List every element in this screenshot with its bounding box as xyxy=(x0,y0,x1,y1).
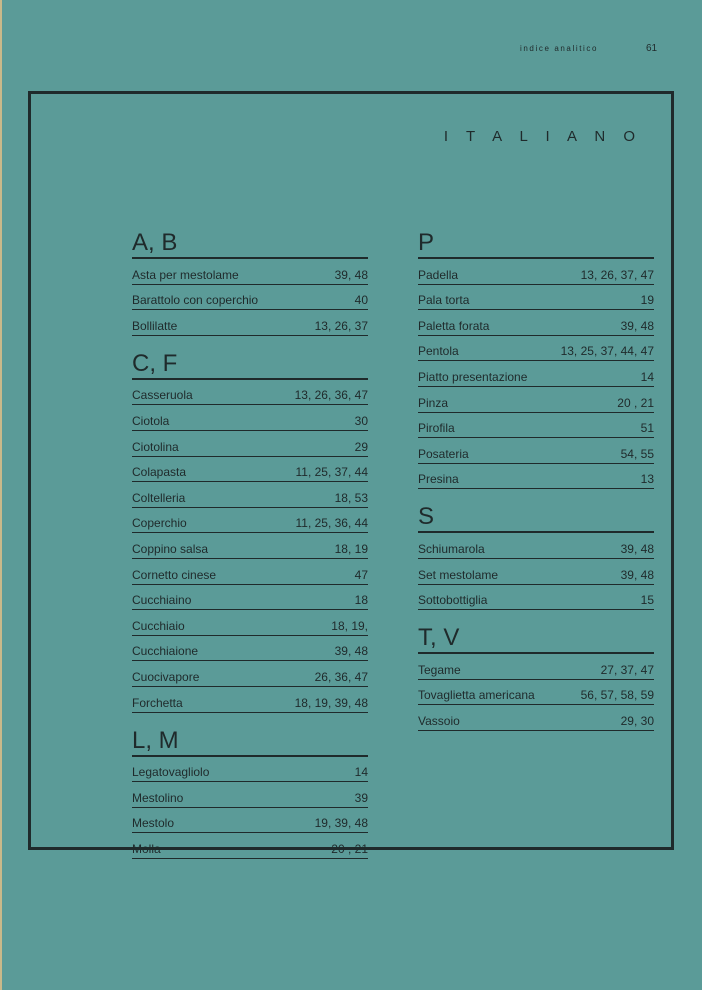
entry-term: Molla xyxy=(132,841,161,856)
entry-term: Cucchiaino xyxy=(132,593,192,608)
entry-pages: 19 xyxy=(640,293,654,308)
entry-term: Pala torta xyxy=(418,293,470,308)
entry-term: Legatovagliolo xyxy=(132,765,210,780)
index-entry xyxy=(418,288,654,310)
index-entry xyxy=(132,691,368,713)
entry-pages: 39, 48 xyxy=(334,644,368,659)
entry-term: Coppino salsa xyxy=(132,541,209,556)
index-entry xyxy=(132,563,368,585)
entry-pages: 14 xyxy=(640,369,654,384)
section-letter-heading: T, V xyxy=(418,624,654,654)
entry-term: Bollilatte xyxy=(132,318,178,333)
index-entry xyxy=(132,409,368,431)
index-column-right xyxy=(418,229,654,731)
index-entry xyxy=(418,467,654,489)
entry-pages: 56, 57, 58, 59 xyxy=(580,688,654,703)
index-entry xyxy=(418,709,654,731)
index-entry xyxy=(132,665,368,687)
entry-pages: 47 xyxy=(354,567,368,582)
entry-pages: 18, 19, xyxy=(331,618,368,633)
entry-pages: 15 xyxy=(640,593,654,608)
entry-term: Sottobottiglia xyxy=(418,593,488,608)
index-entry xyxy=(418,563,654,585)
entry-term: Mestolino xyxy=(132,790,184,805)
index-section xyxy=(132,350,368,713)
entry-term: Piatto presentazione xyxy=(418,369,528,384)
entry-pages: 26, 36, 47 xyxy=(314,669,368,684)
entry-term: Forchetta xyxy=(132,695,183,710)
entry-pages: 13, 26, 37 xyxy=(314,318,368,333)
entry-pages: 39, 48 xyxy=(334,267,368,282)
entry-term: Ciotolina xyxy=(132,439,179,454)
entry-pages: 39, 48 xyxy=(620,541,654,556)
entry-pages: 18, 53 xyxy=(334,490,368,505)
entry-term: Asta per mestolame xyxy=(132,267,239,282)
index-entry xyxy=(132,435,368,457)
entry-pages: 14 xyxy=(354,765,368,780)
entry-pages: 29 xyxy=(354,439,368,454)
entry-term: Pentola xyxy=(418,344,459,359)
index-entry xyxy=(418,416,654,438)
entry-pages: 39 xyxy=(354,790,368,805)
language-heading: I T A L I A N O xyxy=(443,128,642,145)
index-entry xyxy=(132,588,368,610)
entry-pages: 18, 19, 39, 48 xyxy=(294,695,368,710)
entry-term: Cucchiaione xyxy=(132,644,199,659)
entry-pages: 27, 37, 47 xyxy=(600,662,654,677)
index-section xyxy=(418,503,654,610)
section-letter-heading: L, M xyxy=(132,727,368,757)
index-column-left xyxy=(132,229,368,859)
index-entry xyxy=(418,263,654,285)
entry-pages: 20 , 21 xyxy=(617,395,654,410)
index-section xyxy=(418,229,654,489)
index-entry xyxy=(132,811,368,833)
index-entry xyxy=(132,460,368,482)
index-entry xyxy=(132,537,368,559)
entry-pages: 13, 26, 36, 47 xyxy=(294,388,368,403)
entry-pages: 54, 55 xyxy=(620,446,654,461)
entry-term: Casseruola xyxy=(132,388,193,403)
entry-term: Posateria xyxy=(418,446,469,461)
entry-term: Schiumarola xyxy=(418,541,485,556)
page-edge xyxy=(0,0,2,990)
entry-pages: 13, 25, 37, 44, 47 xyxy=(560,344,654,359)
entry-pages: 40 xyxy=(354,293,368,308)
entry-pages: 11, 25, 37, 44 xyxy=(295,465,368,480)
entry-pages: 30 xyxy=(354,413,368,428)
entry-pages: 39, 48 xyxy=(620,318,654,333)
entry-term: Ciotola xyxy=(132,413,170,428)
index-entry xyxy=(418,391,654,413)
entry-term: Pinza xyxy=(418,395,449,410)
index-section xyxy=(418,624,654,731)
entry-pages: 11, 25, 36, 44 xyxy=(295,516,368,531)
entry-pages: 29, 30 xyxy=(620,713,654,728)
page-number: 61 xyxy=(646,43,658,54)
running-header: indice analitico xyxy=(520,44,599,53)
entry-term: Coperchio xyxy=(132,516,187,531)
entry-term: Cornetto cinese xyxy=(132,567,217,582)
index-entry xyxy=(132,786,368,808)
entry-pages: 13 xyxy=(640,472,654,487)
index-entry xyxy=(132,760,368,782)
entry-term: Pirofila xyxy=(418,421,455,436)
index-entry xyxy=(418,537,654,559)
index-entry xyxy=(132,314,368,336)
section-letter-heading: A, B xyxy=(132,229,368,259)
entry-pages: 18 xyxy=(354,593,368,608)
index-entry xyxy=(132,614,368,636)
entry-term: Tegame xyxy=(418,662,461,677)
index-entry xyxy=(418,683,654,705)
index-entry xyxy=(418,442,654,464)
section-letter-heading: C, F xyxy=(132,350,368,380)
index-section xyxy=(132,229,368,336)
entry-term: Cuocivapore xyxy=(132,669,200,684)
index-entry xyxy=(132,288,368,310)
index-entry xyxy=(418,658,654,680)
entry-term: Paletta forata xyxy=(418,318,490,333)
entry-pages: 39, 48 xyxy=(620,567,654,582)
entry-term: Padella xyxy=(418,267,459,282)
index-entry xyxy=(132,486,368,508)
entry-term: Tovaglietta americana xyxy=(418,688,535,703)
index-entry xyxy=(418,588,654,610)
entry-term: Barattolo con coperchio xyxy=(132,293,259,308)
index-entry xyxy=(132,383,368,405)
index-entry xyxy=(132,511,368,533)
entry-pages: 51 xyxy=(640,421,654,436)
index-section xyxy=(132,727,368,859)
index-entry xyxy=(418,314,654,336)
entry-term: Vassoio xyxy=(418,713,460,728)
index-entry xyxy=(132,639,368,661)
entry-term: Colapasta xyxy=(132,465,187,480)
entry-term: Presina xyxy=(418,472,459,487)
index-entry xyxy=(132,263,368,285)
entry-pages: 13, 26, 37, 47 xyxy=(580,267,654,282)
index-entry xyxy=(418,365,654,387)
entry-term: Coltelleria xyxy=(132,490,186,505)
entry-pages: 20 , 21 xyxy=(331,841,368,856)
entry-pages: 18, 19 xyxy=(334,541,368,556)
section-letter-heading: P xyxy=(418,229,654,259)
index-entry xyxy=(132,837,368,859)
index-entry xyxy=(418,339,654,361)
entry-pages: 19, 39, 48 xyxy=(314,816,368,831)
section-letter-heading: S xyxy=(418,503,654,533)
entry-term: Mestolo xyxy=(132,816,175,831)
entry-term: Cucchiaio xyxy=(132,618,185,633)
entry-term: Set mestolame xyxy=(418,567,499,582)
